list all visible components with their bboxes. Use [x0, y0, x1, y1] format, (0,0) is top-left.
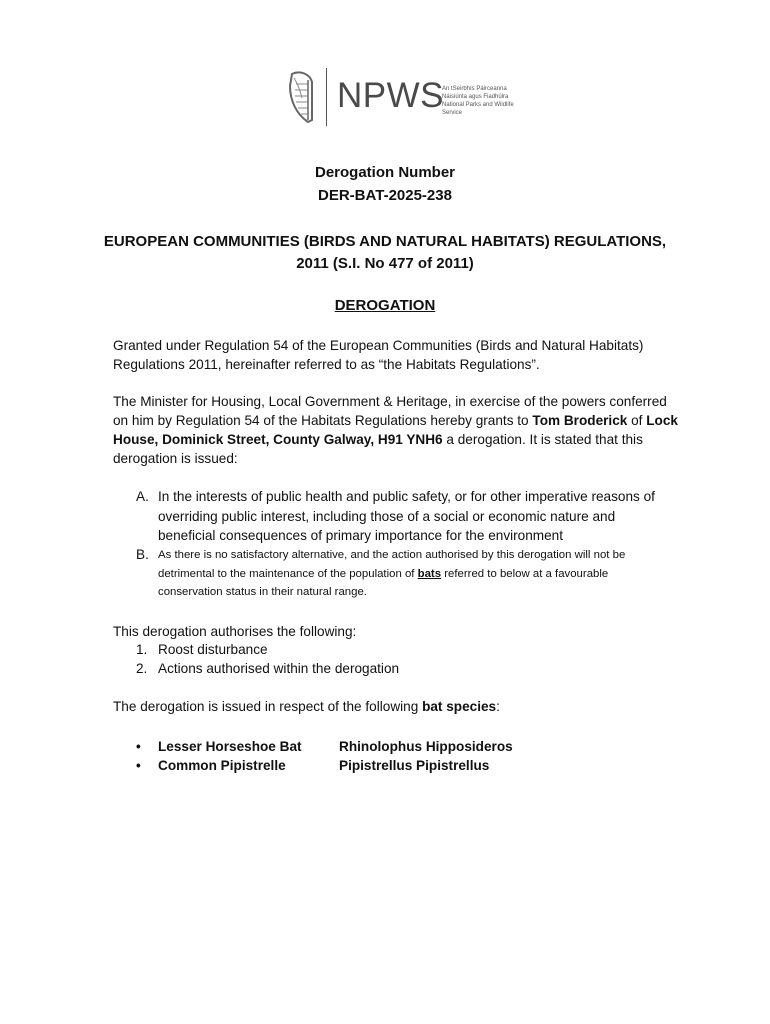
species-intro-text: The derogation is issued in respect of the following [113, 699, 423, 714]
list-marker: 1. [136, 642, 148, 657]
section-heading: DEROGATION [334, 297, 436, 314]
grant-text: of [627, 413, 647, 428]
regulations-title-line1: EUROPEAN COMMUNITIES (BIRDS AND NATURAL HABITATS) REGULATIONS, [103, 233, 667, 250]
list-item-text: Roost disturbance [158, 642, 268, 657]
grant-text: on him by Regulation 54 of the Habitats Regulations hereby grants to [113, 413, 533, 428]
reason-item-a [136, 487, 696, 546]
list-marker: 2. [136, 661, 148, 676]
list-item-text: Actions authorised within the derogation [158, 661, 400, 676]
grantee-address: Lock [646, 413, 678, 428]
reason-line: conservation status in their natural range. [158, 586, 367, 598]
bullet-icon: • [136, 758, 141, 773]
species-latin-name: Rhinolophus Hipposideros [339, 739, 513, 754]
list-item [136, 640, 268, 659]
reason-line: In the interests of public health and public safety, or for other imperative reasons of [158, 489, 655, 504]
bullet-icon: • [136, 739, 141, 754]
logo-line: Service [442, 110, 463, 116]
logo-divider [326, 68, 327, 126]
list-marker: A. [136, 489, 149, 504]
logo-line: An tSeirbhís Páirceanna [442, 86, 507, 92]
regulations-title-line2: 2011 (S.I. No 477 of 2011) [296, 255, 474, 272]
grant-paragraph [113, 392, 683, 468]
grantee-name: Tom Broderick [532, 413, 628, 428]
species-intro [113, 697, 683, 716]
species-common-name: Lesser Horseshoe Bat [158, 739, 302, 754]
reason-text: referred to below at a favourable [441, 567, 609, 580]
species-intro-text: : [496, 699, 500, 714]
intro-line: Regulations 2011, hereinafter referred to as “the Habitats Regulations”. [113, 357, 540, 372]
species-latin-name: Pipistrellus Pipistrellus [339, 758, 490, 773]
reason-item-b [136, 546, 696, 602]
derogation-number-label: Derogation Number [314, 164, 455, 181]
reason-line [158, 565, 696, 584]
bats-term: bats [417, 567, 442, 580]
species-common-name: Common Pipistrelle [158, 758, 286, 773]
reason-line: overriding public interest, including those of a social or economic nature and [158, 508, 616, 524]
logo-line: National Parks and Wildlife [442, 102, 514, 108]
species-row [136, 737, 513, 756]
reason-line: As there is no satisfactory alternative, and the action authorised by this derogation will not be [158, 549, 626, 561]
reason-line: beneficial consequences of primary importance for the environment [158, 528, 564, 543]
grant-line: The Minister for Housing, Local Government & Heritage, in exercise of the powers conferred [113, 394, 667, 409]
grant-line [113, 430, 683, 449]
intro-line: Granted under Regulation 54 of the European Communities (Birds and Natural Habitats) [113, 338, 644, 353]
authorises-heading: This derogation authorises the following: [113, 624, 357, 639]
logo-line: Náisiúnta agus Fiadhúlra [442, 94, 509, 100]
grant-text: a derogation. It is stated that this [442, 432, 643, 447]
list-marker: B. [136, 547, 149, 562]
list-item [136, 659, 399, 678]
logo-subtitle [442, 85, 532, 117]
intro-paragraph [113, 336, 683, 374]
grant-line: derogation is issued: [113, 451, 238, 466]
grantee-address: House, Dominick Street, County Galway, H91 YNH6 [113, 432, 443, 447]
grant-line [113, 411, 683, 430]
npws-logo [286, 68, 526, 128]
reason-text: detrimental to the maintenance of the population of [158, 567, 418, 580]
logo-acronym: NPWS [337, 76, 444, 115]
species-row [136, 756, 489, 775]
harp-icon [286, 70, 316, 124]
derogation-number-value: DER-BAT-2025-238 [318, 187, 452, 204]
species-intro-bold: bat species [422, 699, 497, 714]
